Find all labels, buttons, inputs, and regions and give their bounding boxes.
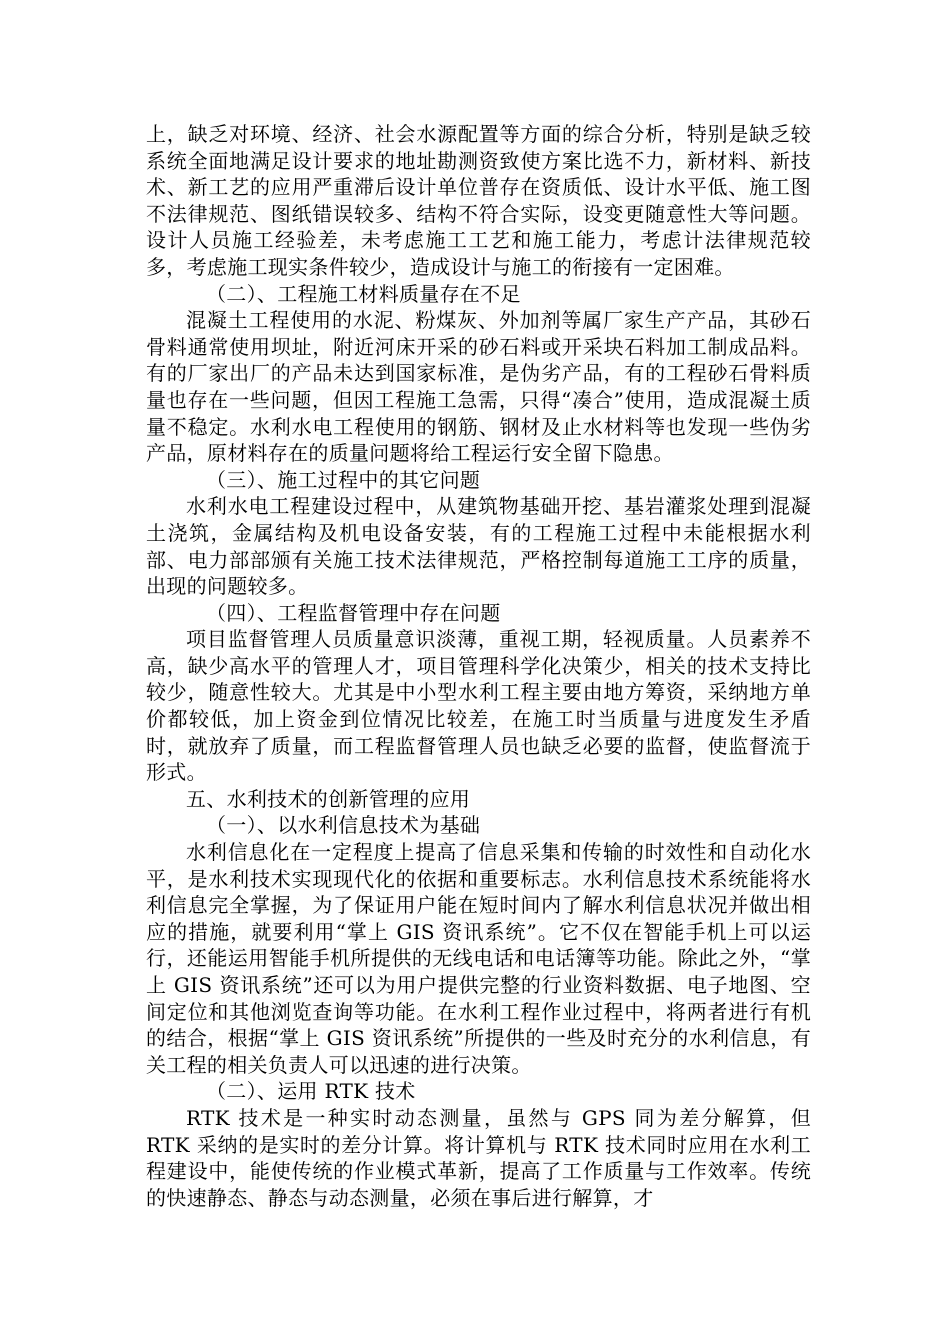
- heading-rtk-technology: （二）、运用 RTK 技术: [206, 1079, 416, 1104]
- paragraph-rtk-technology: RTK 技术是一种实时动态测量，虽然与 GPS 同为差分解算，但 RTK 采纳的是实时的差分计算。将计算机与 RTK 技术同时应用在水利工程建设中，能使传统的作业模式革新，提高了工作质量与工作效率。传统的快速静态、静态与动态测量，必须在事后进行解算，才: [146, 1105, 811, 1210]
- document-body: [146, 121, 811, 1211]
- paragraph-material-quality: 混凝土工程使用的水泥、粉煤灰、外加剂等属厂家生产产品，其砂石骨料通常使用坝址，附近河床开采的砂石料或开采块石料加工制成品料。有的厂家出厂的产品未达到国家标准，是伪劣产品，有的工程砂石骨料质量也存在一些问题，但因工程施工急需，只得“凑合”使用，造成混凝土质量不稳定。水利水电工程使用的钢筋、钢材及止水材料等也发现一些伪劣产品，原材料存在的质量问题将给工程运行安全留下隐患。: [146, 308, 811, 466]
- paragraph-information-technology: 水利信息化在一定程度上提高了信息采集和传输的时效性和自动化水平，是水利技术实现现代化的依据和重要标志。水利信息技术系统能将水利信息完全掌握，为了保证用户能在短时间内了解水利信息状况并做出相应的措施，就要利用“掌上 GIS 资讯系统”。它不仅在智能手机上可以运行，还能运用智能手机所提供的无线电话和电话簿等功能。除此之外，“掌上 GIS 资讯系统”还可以为用户提供完整的行业资料数据、电子地图、空间定位和其他浏览查询等功能。在水利工程作业过程中，将两者进行有机的结合，根据“掌上 GIS 资讯系统”所提供的一些及时充分的水利信息，有关工程的相关负责人可以迅速的进行决策。: [146, 840, 811, 1077]
- paragraph-construction-issues: 水利水电工程建设过程中，从建筑物基础开挖、基岩灌浆处理到混凝土浇筑，金属结构及机电设备安装，有的工程施工过程中未能根据水利部、电力部部颁有关施工技术法律规范，严格控制每道施工工序的质量，出现的问题较多。: [146, 494, 811, 599]
- heading-information-technology: （一）、以水利信息技术为基础: [206, 813, 481, 838]
- heading-material-quality: （二）、工程施工材料质量存在不足: [206, 281, 521, 306]
- heading-construction-issues: （三）、施工过程中的其它问题: [206, 467, 481, 492]
- heading-supervision-issues: （四）、工程监督管理中存在问题: [206, 600, 501, 625]
- paragraph-design-issues: 上，缺乏对环境、经济、社会水源配置等方面的综合分析，特别是缺乏较系统全面地满足设计要求的地址勘测资致使方案比选不力，新材料、新技术、新工艺的应用严重滞后设计单位普存在资质低、设计水平低、施工图不法律规范、图纸错误较多、结构不符合实际，设变更随意性大等问题。设计人员施工经验差，未考虑施工工艺和施工能力，考虑计法律规范较多，考虑施工现实条件较少，造成设计与施工的衔接有一定困难。: [146, 122, 811, 279]
- heading-innovation-application: 五、水利技术的创新管理的应用: [186, 786, 471, 811]
- paragraph-supervision-issues: 项目监督管理人员质量意识淡薄，重视工期，轻视质量。人员素养不高，缺少高水平的管理人才，项目管理科学化决策少，相关的技术支持比较少，随意性较大。尤其是中小型水利工程主要由地方筹资，采纳地方单价都较低，加上资金到位情况比较差，在施工时当质量与进度发生矛盾时，就放弃了质量，而工程监督管理人员也缺乏必要的监督，使监督流于形式。: [146, 627, 811, 785]
